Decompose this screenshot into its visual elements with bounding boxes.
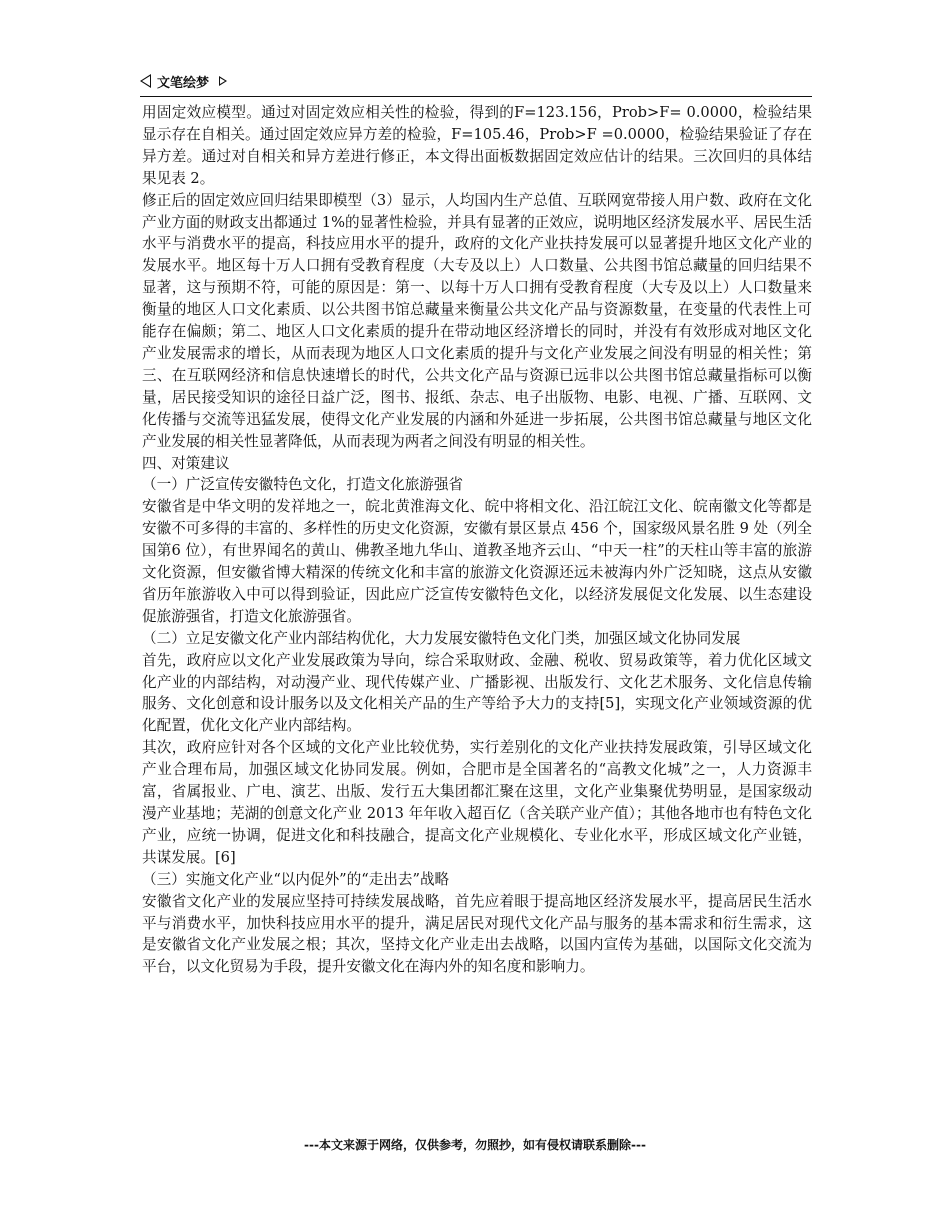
- section-heading-4: 四、对策建议: [142, 454, 230, 472]
- paragraph-1: 用固定效应模型。通过对固定效应相关性的检验，得到的F=123.156，Prob>F= 0.0000，检验结果显示存在自相关。通过固定效应异方差的检验，F=105.46，Prob>F =0.0000，检验结果验证了存在异方差。通过对自相关和异方差进行修正，本文得出面板数据固定效应估计的结果。三次回归的具体结果见表 2。: [142, 104, 812, 187]
- paragraph-2: 修正后的固定效应回归结果即模型（3）显示，人均国内生产总值、互联网宽带接人用户数、政府在文化产业方面的财政支出都通过 1%的显著性检验，并具有显著的正效应，说明地区经济发展水平、居民生活水平与消费水平的提高，科技应用水平的提升，政府的文化产业扶持发展可以显著提升地区文化产业的发展水平。地区每十万人口拥有受教育程度（大专及以上）人口数量、公共图书馆总藏量的回归结果不显著，这与预期不符，可能的原因是：第一、以每十万人口拥有受教育程度（大专及以上）人口数量来衡量的地区人口文化素质、以公共图书馆总藏量来衡量公共文化产品与资源数量，在变量的代表性上可能存在偏颇；第二、地区人口文化素质的提升在带动地区经济增长的同时，并没有有效形成对地区文化产业发展需求的增长，从而表现为地区人口文化素质的提升与文化产业发展之间没有明显的相关性；第三、在互联网经济和信息快速增长的时代，公共文化产品与资源已远非以公共图书馆总藏量指标可以衡量，居民接受知识的途径日益广泛，图书、报纸、杂志、电子出版物、电影、电视、广播、互联网、文化传播与交流等迅猛发展，使得文化产业发展的内涵和外延进一步拓展，公共图书馆总藏量与地区文化产业发展的相关性显著降低，从而表现为两者之间没有明显的相关性。: [142, 191, 812, 450]
- header-divider: [140, 96, 812, 97]
- subheading-1: （一）广泛宣传安徽特色文化，打造文化旅游强省: [142, 476, 464, 494]
- header-title: 文笔绘梦: [157, 75, 210, 91]
- triangle-left-icon: [140, 74, 151, 88]
- document-body: [142, 102, 812, 978]
- footer-disclaimer: ---本文来源于网络，仅供参考，勿照抄，如有侵权请联系删除---: [304, 1138, 646, 1152]
- paragraph-3: 安徽省是中华文明的发祥地之一，皖北黄淮海文化、皖中将相文化、沿江皖江文化、皖南徽文化等都是安徽不可多得的丰富的、多样性的历史文化资源，安徽有景区景点 456 个，国家级风景名胜 9 处（列全国第6 位），有世界闻名的黄山、佛教圣地九华山、道教圣地齐云山、“中天一柱”的天柱山等丰富的旅游文化资源，但安徽省博大精深的传统文化和丰富的旅游文化资源还远未被海内外广泛知晓，这点从安徽省历年旅游收入中可以得到验证，因此应广泛宣传安徽特色文化，以经济发展促文化发展、以生态建设促旅游强省，打造文化旅游强省。: [142, 498, 812, 625]
- page-header: [140, 68, 812, 94]
- subheading-2: （二）立足安徽文化产业内部结构优化，大力发展安徽特色文化门类，加强区域文化协同发展: [142, 629, 741, 647]
- paragraph-6: 安徽省文化产业的发展应坚持可持续发展战略，首先应着眼于提高地区经济发展水平，提高居民生活水平与消费水平，加快科技应用水平的提升，满足居民对现代文化产品与服务的基本需求和衍生需求，这是安徽省文化产业发展之根；其次，坚持文化产业走出去战略，以国内宣传为基础，以国际文化交流为平台，以文化贸易为手段，提升安徽文化在海内外的知名度和影响力。: [142, 892, 812, 976]
- paragraph-5: 其次，政府应针对各个区域的文化产业比较优势，实行差别化的文化产业扶持发展政策，引导区域文化产业合理布局，加强区域文化协同发展。例如，合肥市是全国著名的“高教文化城”之一，人力资源丰富，省属报业、广电、演艺、出版、发行五大集团都汇聚在这里，文化产业集聚优势明显，是国家级动漫产业基地；芜湖的创意文化产业 2013 年年收入超百亿（含关联产业产值）；其他各地市也有特色文化产业，应统一协调，促进文化和科技融合，提高文化产业规模化、专业化水平，形成区域文化产业链，共谋发展。[6]: [142, 739, 812, 866]
- paragraph-4: 首先，政府应以文化产业发展政策为导向，综合采取财政、金融、税收、贸易政策等，着力优化区域文化产业的内部结构，对动漫产业、现代传媒产业、广播影视、出版发行、文化艺术服务、文化信息传输服务、文化创意和设计服务以及文化相关产品的生产等给予大力的支持[5]，实现文化产业领域资源的优化配置，优化文化产业内部结构。: [142, 651, 812, 735]
- triangle-right-icon: [219, 76, 227, 86]
- subheading-3: （三）实施文化产业“以内促外”的“走出去”战略: [142, 870, 450, 888]
